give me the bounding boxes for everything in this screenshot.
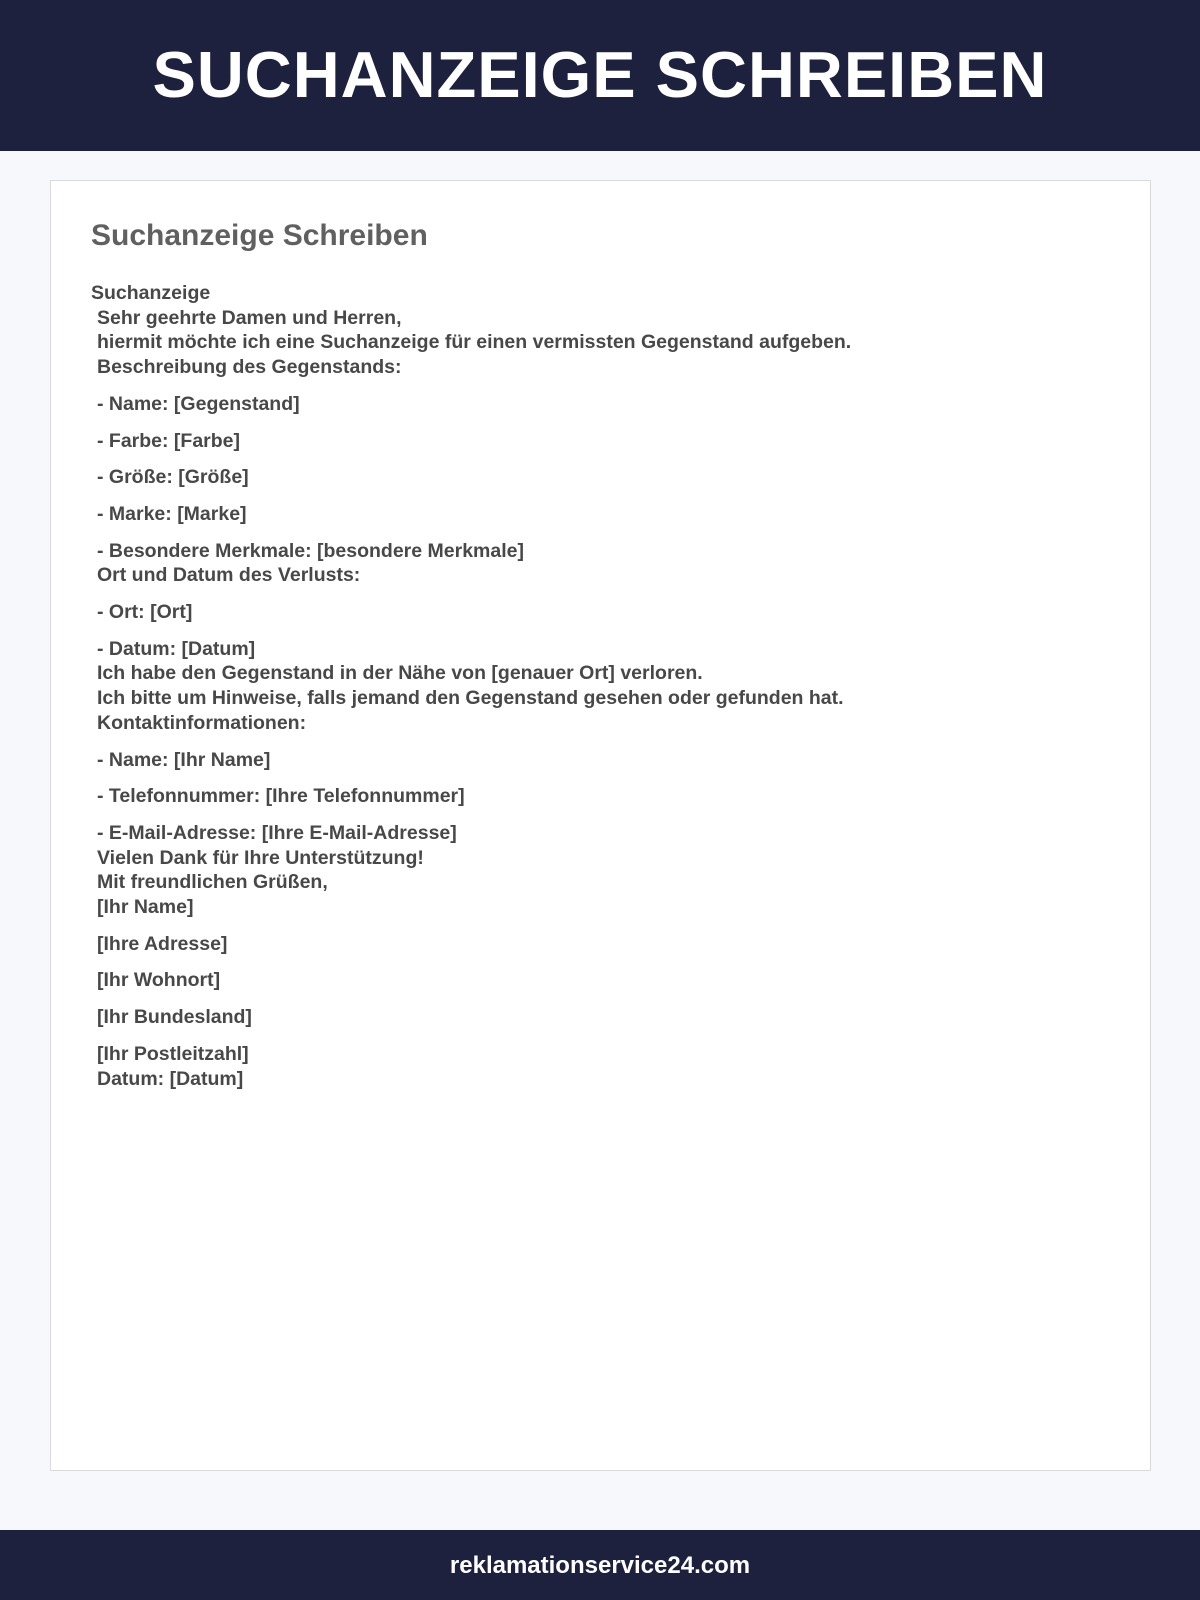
letter-line: Vielen Dank für Ihre Unterstützung! bbox=[97, 846, 424, 869]
letter-line: - Name: [Ihr Name] bbox=[97, 748, 271, 771]
letter-line: Suchanzeige bbox=[91, 282, 211, 304]
letter-line: [Ihr Name] bbox=[97, 896, 194, 919]
letter-line: - E-Mail-Adresse: [Ihre E-Mail-Adresse] bbox=[97, 821, 457, 844]
letter-line: Kontaktinformationen: bbox=[97, 711, 307, 734]
page-title: SUCHANZEIGE SCHREIBEN bbox=[152, 38, 1048, 111]
letter-line: [Ihre Adresse] bbox=[97, 932, 228, 955]
letter-line: - Telefonnummer: [Ihre Telefonnummer] bbox=[97, 785, 465, 808]
page-header bbox=[0, 0, 1200, 151]
letter-line: Beschreibung des Gegenstands: bbox=[97, 356, 402, 379]
page-footer bbox=[0, 1530, 1200, 1600]
letter-body bbox=[91, 281, 1110, 1091]
footer-site-name: reklamationservice24.com bbox=[449, 1552, 751, 1579]
letter-line: Mit freundlichen Grüßen, bbox=[97, 871, 328, 894]
letter-line: - Größe: [Größe] bbox=[97, 466, 249, 489]
letter-content bbox=[91, 221, 1110, 1091]
letter-line: Ich bitte um Hinweise, falls jemand den Gegenstand gesehen oder gefunden hat. bbox=[97, 687, 844, 710]
letter-line: Ich habe den Gegenstand in der Nähe von [genauer Ort] verloren. bbox=[97, 662, 703, 685]
letter-line: [Ihr Wohnort] bbox=[97, 969, 221, 992]
letter-line: [Ihr Postleitzahl] bbox=[97, 1042, 249, 1065]
letter-line: hiermit möchte ich eine Suchanzeige für einen vermissten Gegenstand aufgeben. bbox=[97, 331, 852, 354]
letter-line: - Ort: [Ort] bbox=[97, 601, 193, 624]
letter-line: - Besondere Merkmale: [besondere Merkmale] bbox=[97, 539, 524, 562]
letter-line: [Ihr Bundesland] bbox=[97, 1006, 252, 1029]
letter-line: - Name: [Gegenstand] bbox=[97, 392, 300, 415]
letter-card bbox=[50, 180, 1151, 1471]
letter-line: Sehr geehrte Damen und Herren, bbox=[97, 306, 402, 329]
document-title: Suchanzeige Schreiben bbox=[91, 219, 428, 252]
letter-line: Ort und Datum des Verlusts: bbox=[97, 564, 361, 587]
letter-line: Datum: [Datum] bbox=[97, 1067, 244, 1090]
letter-line: - Farbe: [Farbe] bbox=[97, 429, 241, 452]
letter-line: - Marke: [Marke] bbox=[97, 502, 247, 525]
letter-line: - Datum: [Datum] bbox=[97, 637, 256, 660]
